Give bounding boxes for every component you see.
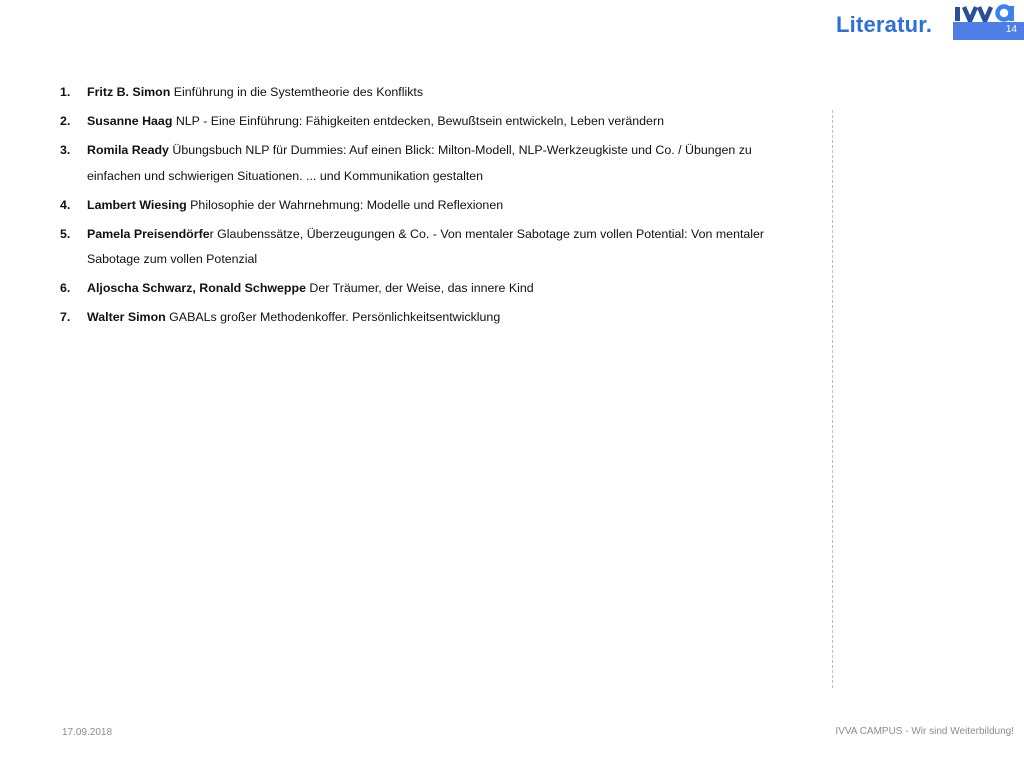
literature-item xyxy=(60,109,800,135)
literature-title: Übungsbuch NLP für Dummies: Auf einen Blick: Milton-Modell, NLP-Werkzeugkiste und Co. / Übungen zu einfachen und schwierigen Situationen. ... und Kommunikation gestalten xyxy=(87,143,752,183)
literature-number: 2. xyxy=(60,114,71,128)
literature-number: 5. xyxy=(60,226,71,241)
slide-title: Literatur. xyxy=(836,12,933,37)
literature-author: Romila Ready xyxy=(87,143,169,157)
literature-author: Susanne Haag xyxy=(87,114,173,128)
footer-date: 17.09.2018 xyxy=(62,727,113,738)
logo-letter-v xyxy=(979,7,991,21)
literature-author: Walter Simon xyxy=(87,310,166,324)
literature-item xyxy=(60,222,800,273)
literature-item xyxy=(60,193,800,219)
literature-author: Fritz B. Simon xyxy=(87,85,171,99)
literature-author: Aljoscha Schwarz, Ronald Schweppe xyxy=(87,281,306,295)
logo-letter-a xyxy=(998,7,1011,20)
literature-title: r Glaubenssätze, Überzeugungen & Co. - Von mentaler Sabotage zum vollen Potential: Von mentaler Sabotage zum vollen Potenzial xyxy=(87,226,765,266)
literature-item xyxy=(60,276,800,302)
vertical-divider xyxy=(832,110,833,688)
literature-title: Der Träumer, der Weise, das innere Kind xyxy=(305,281,534,295)
literature-title: Philosophie der Wahrnehmung: Modelle und Reflexionen xyxy=(186,197,504,212)
logo-letter-a-stem xyxy=(1009,6,1014,21)
footer-slogan: IVVA CAMPUS - Wir sind Weiterbildung! xyxy=(835,726,1014,737)
logo-letter-i xyxy=(955,7,960,21)
literature-title: GABALs großer Methodenkoffer. Persönlichkeitsentwicklung xyxy=(165,310,501,324)
literature-author: Lambert Wiesing xyxy=(87,197,187,212)
literature-item xyxy=(60,80,800,106)
ivva-logo xyxy=(954,2,1022,24)
logo-letter-v xyxy=(964,7,976,21)
literature-number: 6. xyxy=(60,281,71,295)
literature-title: NLP - Eine Einführung: Fähigkeiten entdecken, Bewußtsein entwickeln, Leben verändern xyxy=(172,114,664,128)
literature-item xyxy=(60,138,800,189)
literature-number: 7. xyxy=(60,310,71,324)
literature-item xyxy=(60,305,800,331)
literature-title: Einführung in die Systemtheorie des Konflikts xyxy=(170,85,424,99)
page-number: 14 xyxy=(1005,24,1017,35)
page-number-badge xyxy=(953,22,1024,40)
literature-list xyxy=(60,80,800,334)
literature-number: 3. xyxy=(60,143,71,157)
literature-author: Pamela Preisendörfe xyxy=(87,226,210,241)
literature-number: 1. xyxy=(60,85,71,99)
literature-number: 4. xyxy=(60,197,71,212)
